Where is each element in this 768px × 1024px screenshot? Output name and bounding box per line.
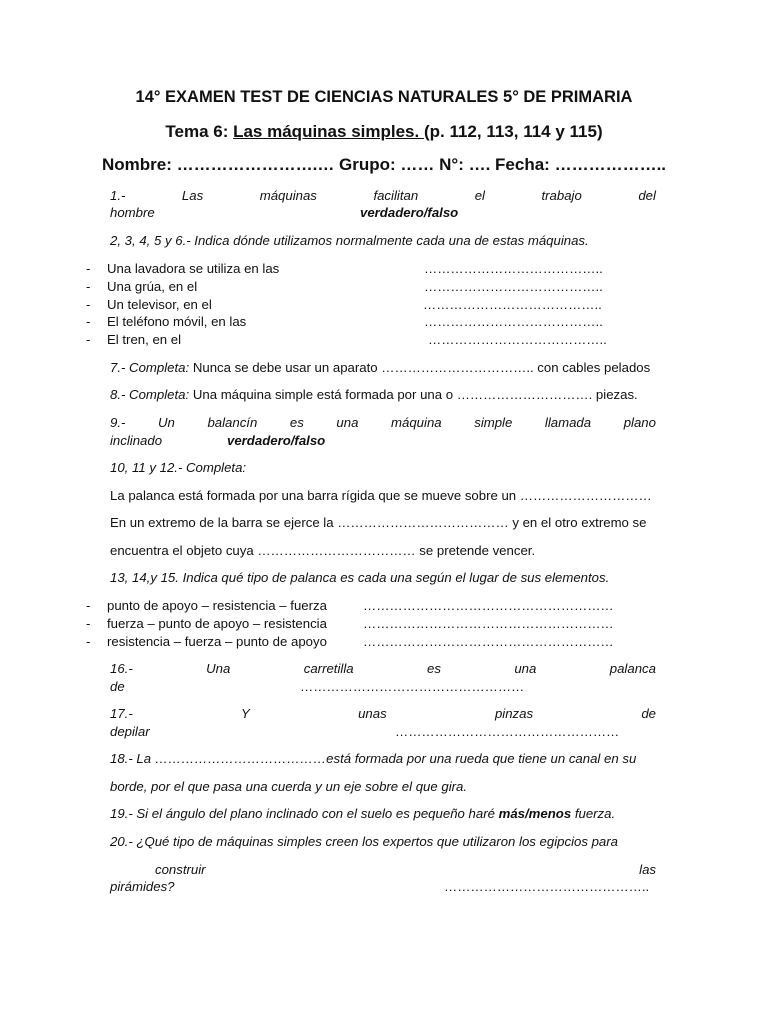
question-8: [110, 387, 638, 402]
answer-blank[interactable]: …………………………………..: [424, 314, 603, 329]
list-item: [88, 598, 327, 613]
answer-blank[interactable]: …………………………………………………: [363, 616, 614, 631]
question-2-6-instruction: 2, 3, 4, 5 y 6.- Indica dónde utilizamos normalmente cada una de estas máquinas.: [110, 233, 589, 248]
q7-text: Nunca se debe usar un aparato …………………………….. con cables pelados: [189, 360, 651, 375]
q9-word: plano: [623, 415, 656, 430]
q9-word: máquina: [391, 415, 442, 430]
list-item: [88, 332, 181, 347]
item-text: Un televisor, en el: [107, 297, 212, 312]
q16-word: Una: [206, 661, 231, 676]
list-item: [88, 279, 197, 294]
q9-word: 9.-: [110, 415, 126, 430]
question-17-line1: [110, 706, 656, 721]
answer-blank[interactable]: …………………………………………………: [363, 634, 614, 649]
question-20-line1: 20.- ¿Qué tipo de máquinas simples creen los expertos que utilizaron los egipcios para: [110, 834, 618, 849]
item-text: El tren, en el: [107, 332, 182, 347]
subtitle-prefix: Tema 6:: [165, 122, 234, 141]
q20-word: construir: [155, 862, 206, 877]
list-item: [88, 297, 212, 312]
q1-word: trabajo: [541, 188, 582, 203]
exam-title: 14° EXAMEN TEST DE CIENCIAS NATURALES 5° DE PRIMARIA: [135, 88, 633, 106]
q8-text: Una máquina simple está formada por una o …………………………. piezas.: [189, 387, 638, 402]
q8-label: 8.- Completa:: [110, 387, 190, 402]
q16-word: es: [427, 661, 441, 676]
question-19: [110, 806, 615, 821]
answer-blank[interactable]: …………………………………..: [424, 261, 603, 276]
q16-word: una: [514, 661, 537, 676]
question-16-line1: [110, 661, 656, 676]
q17-word: de: [641, 706, 656, 721]
exam-subtitle: [0, 122, 768, 142]
q17-word: 17.-: [110, 706, 133, 721]
question-1-line2: hombre: [110, 205, 155, 220]
q9-word: Un: [157, 415, 175, 430]
question-9-line2: inclinado: [110, 433, 163, 448]
question-7: [110, 360, 650, 375]
answer-blank[interactable]: ………………………………………..: [444, 879, 650, 894]
question-9-answer[interactable]: verdadero/falso: [227, 433, 326, 448]
question-10-12-line3: encuentra el objeto cuya ……………………………… se pretende vencer.: [110, 543, 536, 558]
q17-word: unas: [358, 706, 387, 721]
q17-word: Y: [241, 706, 250, 721]
question-17-line2: depilar: [110, 724, 150, 739]
q19-text: 19.- Si el ángulo del plano inclinado con el suelo es pequeño haré: [110, 806, 499, 821]
answer-blank[interactable]: …………………………………..: [428, 332, 607, 347]
question-10-12-line1: La palanca está formada por una barra rígida que se mueve sobre un …………………………: [110, 488, 652, 503]
question-18-line2: borde, por el que pasa una cuerda y un eje sobre el que gira.: [110, 779, 468, 794]
question-16-line2: de: [110, 679, 125, 694]
answer-blank[interactable]: …………………………………………………: [363, 598, 614, 613]
q7-label: 7.- Completa:: [110, 360, 190, 375]
q9-word: balancín: [207, 415, 258, 430]
list-item: [88, 616, 327, 631]
answer-blank[interactable]: ……………………………………………: [395, 724, 620, 739]
q1-word: del: [638, 188, 656, 203]
subtitle-topic: Las máquinas simples.: [233, 122, 424, 141]
list-item: [88, 634, 327, 649]
item-text: Una grúa, en el: [107, 279, 198, 294]
item-text: El teléfono móvil, en las: [107, 314, 247, 329]
q1-word: facilitan: [373, 188, 419, 203]
answer-blank[interactable]: ……………………………………………: [300, 679, 525, 694]
q1-word: máquinas: [259, 188, 317, 203]
q16-word: 16.-: [110, 661, 133, 676]
item-text: resistencia – fuerza – punto de apoyo: [107, 634, 327, 649]
answer-blank[interactable]: …………………………………..: [423, 297, 602, 312]
q9-word: es: [289, 415, 304, 430]
question-18-line1: 18.- La …………………………………está formada por una rueda que tiene un canal en su: [110, 751, 637, 766]
q16-word: carretilla: [303, 661, 354, 676]
q1-word: 1.-: [110, 188, 126, 203]
subtitle-pages: (p. 112, 113, 114 y 115): [423, 122, 603, 141]
answer-blank[interactable]: …………………………………..: [424, 279, 603, 294]
q1-word: Las: [181, 188, 204, 203]
list-item: [88, 314, 246, 329]
item-text: punto de apoyo – resistencia – fuerza: [107, 598, 327, 613]
question-10-12-line2: En un extremo de la barra se ejerce la ………………………………… y en el otro extremo se: [110, 515, 647, 530]
q19-suffix: fuerza.: [571, 806, 616, 821]
question-9-line1: [110, 415, 656, 430]
q20-word: las: [639, 862, 656, 877]
item-text: Una lavadora se utiliza en las: [107, 261, 280, 276]
q9-word: una: [336, 415, 359, 430]
question-1-answer[interactable]: verdadero/falso: [360, 205, 459, 220]
question-20-line2: [155, 862, 656, 877]
item-text: fuerza – punto de apoyo – resistencia: [107, 616, 327, 631]
q16-word: palanca: [609, 661, 656, 676]
q19-choice[interactable]: más/menos: [498, 806, 572, 821]
list-item: [88, 261, 279, 276]
q1-word: el: [474, 188, 485, 203]
question-1-line1: [110, 188, 656, 203]
question-13-15-instruction: 13, 14,y 15. Indica qué tipo de palanca es cada una según el lugar de sus elementos.: [110, 570, 610, 585]
q9-word: llamada: [544, 415, 592, 430]
q17-word: pinzas: [494, 706, 534, 721]
question-10-12-label: 10, 11 y 12.- Completa:: [110, 460, 247, 475]
question-20-line3: pirámides?: [110, 879, 175, 894]
student-header-line: Nombre: …………………….… Grupo: …… N°: …. Fecha: ………………..: [101, 155, 667, 174]
q9-word: simple: [474, 415, 513, 430]
